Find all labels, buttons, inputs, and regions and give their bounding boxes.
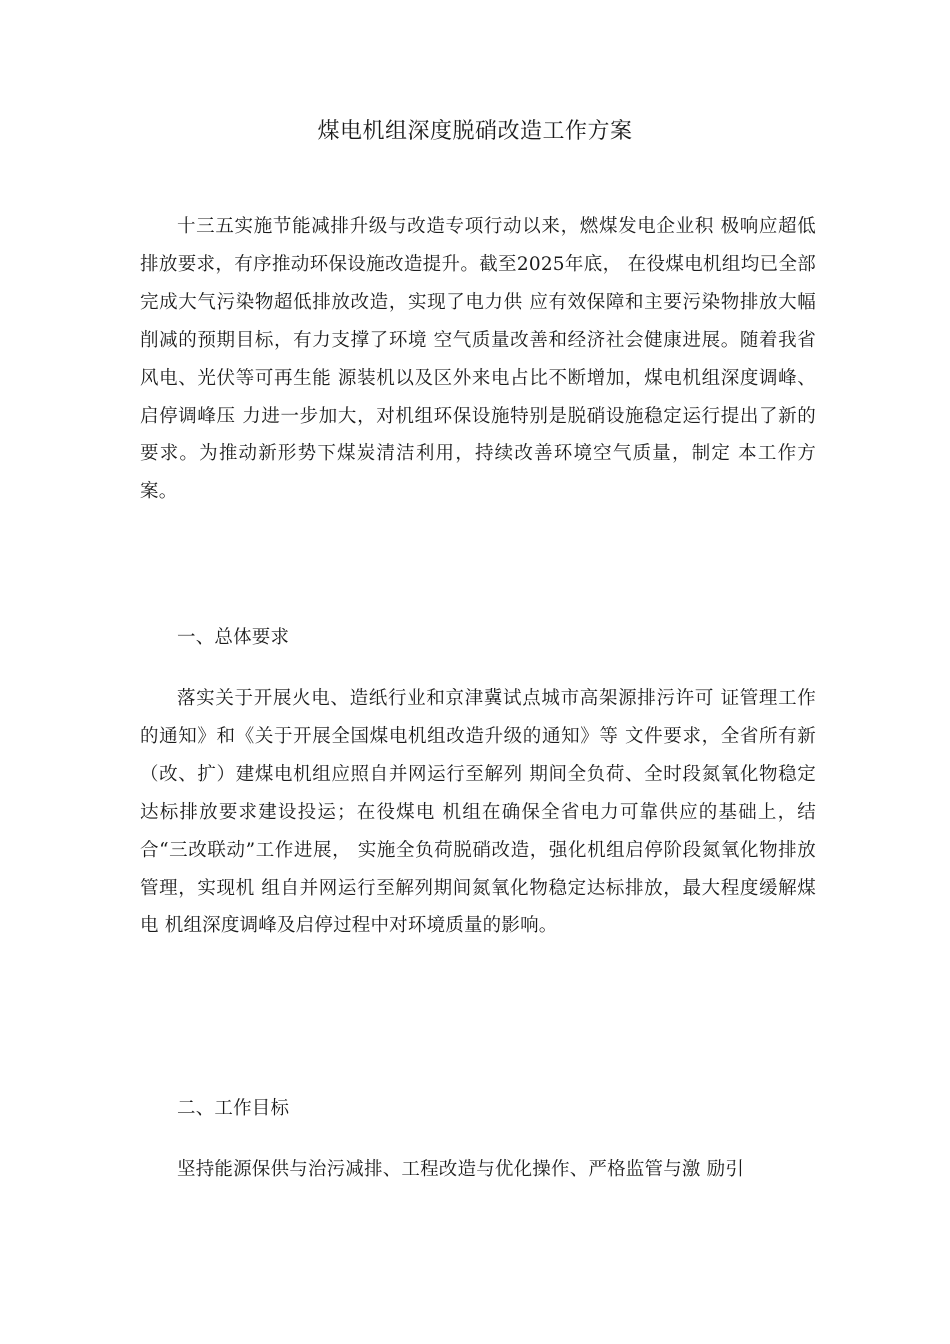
section2-body-block xyxy=(140,1151,816,1189)
section2-body: 坚持能源保供与治污减排、工程改造与优化操作、严格监管与激 励引 xyxy=(177,1159,745,1180)
section1-heading: 一、总体要求 xyxy=(177,627,290,648)
intro-paragraph: 十三五实施节能减排升级与改造专项行动以来，燃煤发电企业积 极响应超低排放要求，有序推动环保设施改造提升。截至2025年底， 在役煤电机组均已全部完成大气污染物超低排放改造，实现了电力供 应有效保障和主要污染物排放大幅削减的预期目标，有力支撑了环境 空气质量改善和经济社会健康进展。随着我省风电、光伏等可再生能 源装机以及区外来电占比不断增加，煤电机组深度调峰、启停调峰压 力进一步加大，对机组环保设施特别是脱硝设施稳定运行提出了新的 要求。为推动新形势下煤炭清洁利用，持续改善环境空气质量，制定 本工作方案。 xyxy=(140,216,816,503)
section1-body: 落实关于开展火电、造纸行业和京津冀试点城市高架源排污许可 证管理工作的通知》和《关于开展全国煤电机组改造升级的通知》等 文件要求，全省所有新（改、扩）建煤电机组应照自并网运行至解列 期间全负荷、全时段氮氧化物稳定达标排放要求建设投运；在役煤电 机组在确保全省电力可靠供应的基础上，结合“三改联动”工作进展， 实施全负荷脱硝改造，强化机组启停阶段氮氧化物排放管理，实现机 组自并网运行至解列期间氮氧化物稳定达标排放，最大程度缓解煤电 机组深度调峰及启停过程中对环境质量的影响。 xyxy=(140,688,816,937)
section2-heading: 二、工作目标 xyxy=(177,1098,290,1119)
intro-paragraph-block xyxy=(140,208,816,511)
section1-heading-block xyxy=(140,619,816,657)
document-title: 煤电机组深度脱硝改造工作方案 xyxy=(317,119,633,144)
section2-heading-block xyxy=(140,1090,816,1128)
section1-body-block xyxy=(140,680,816,945)
